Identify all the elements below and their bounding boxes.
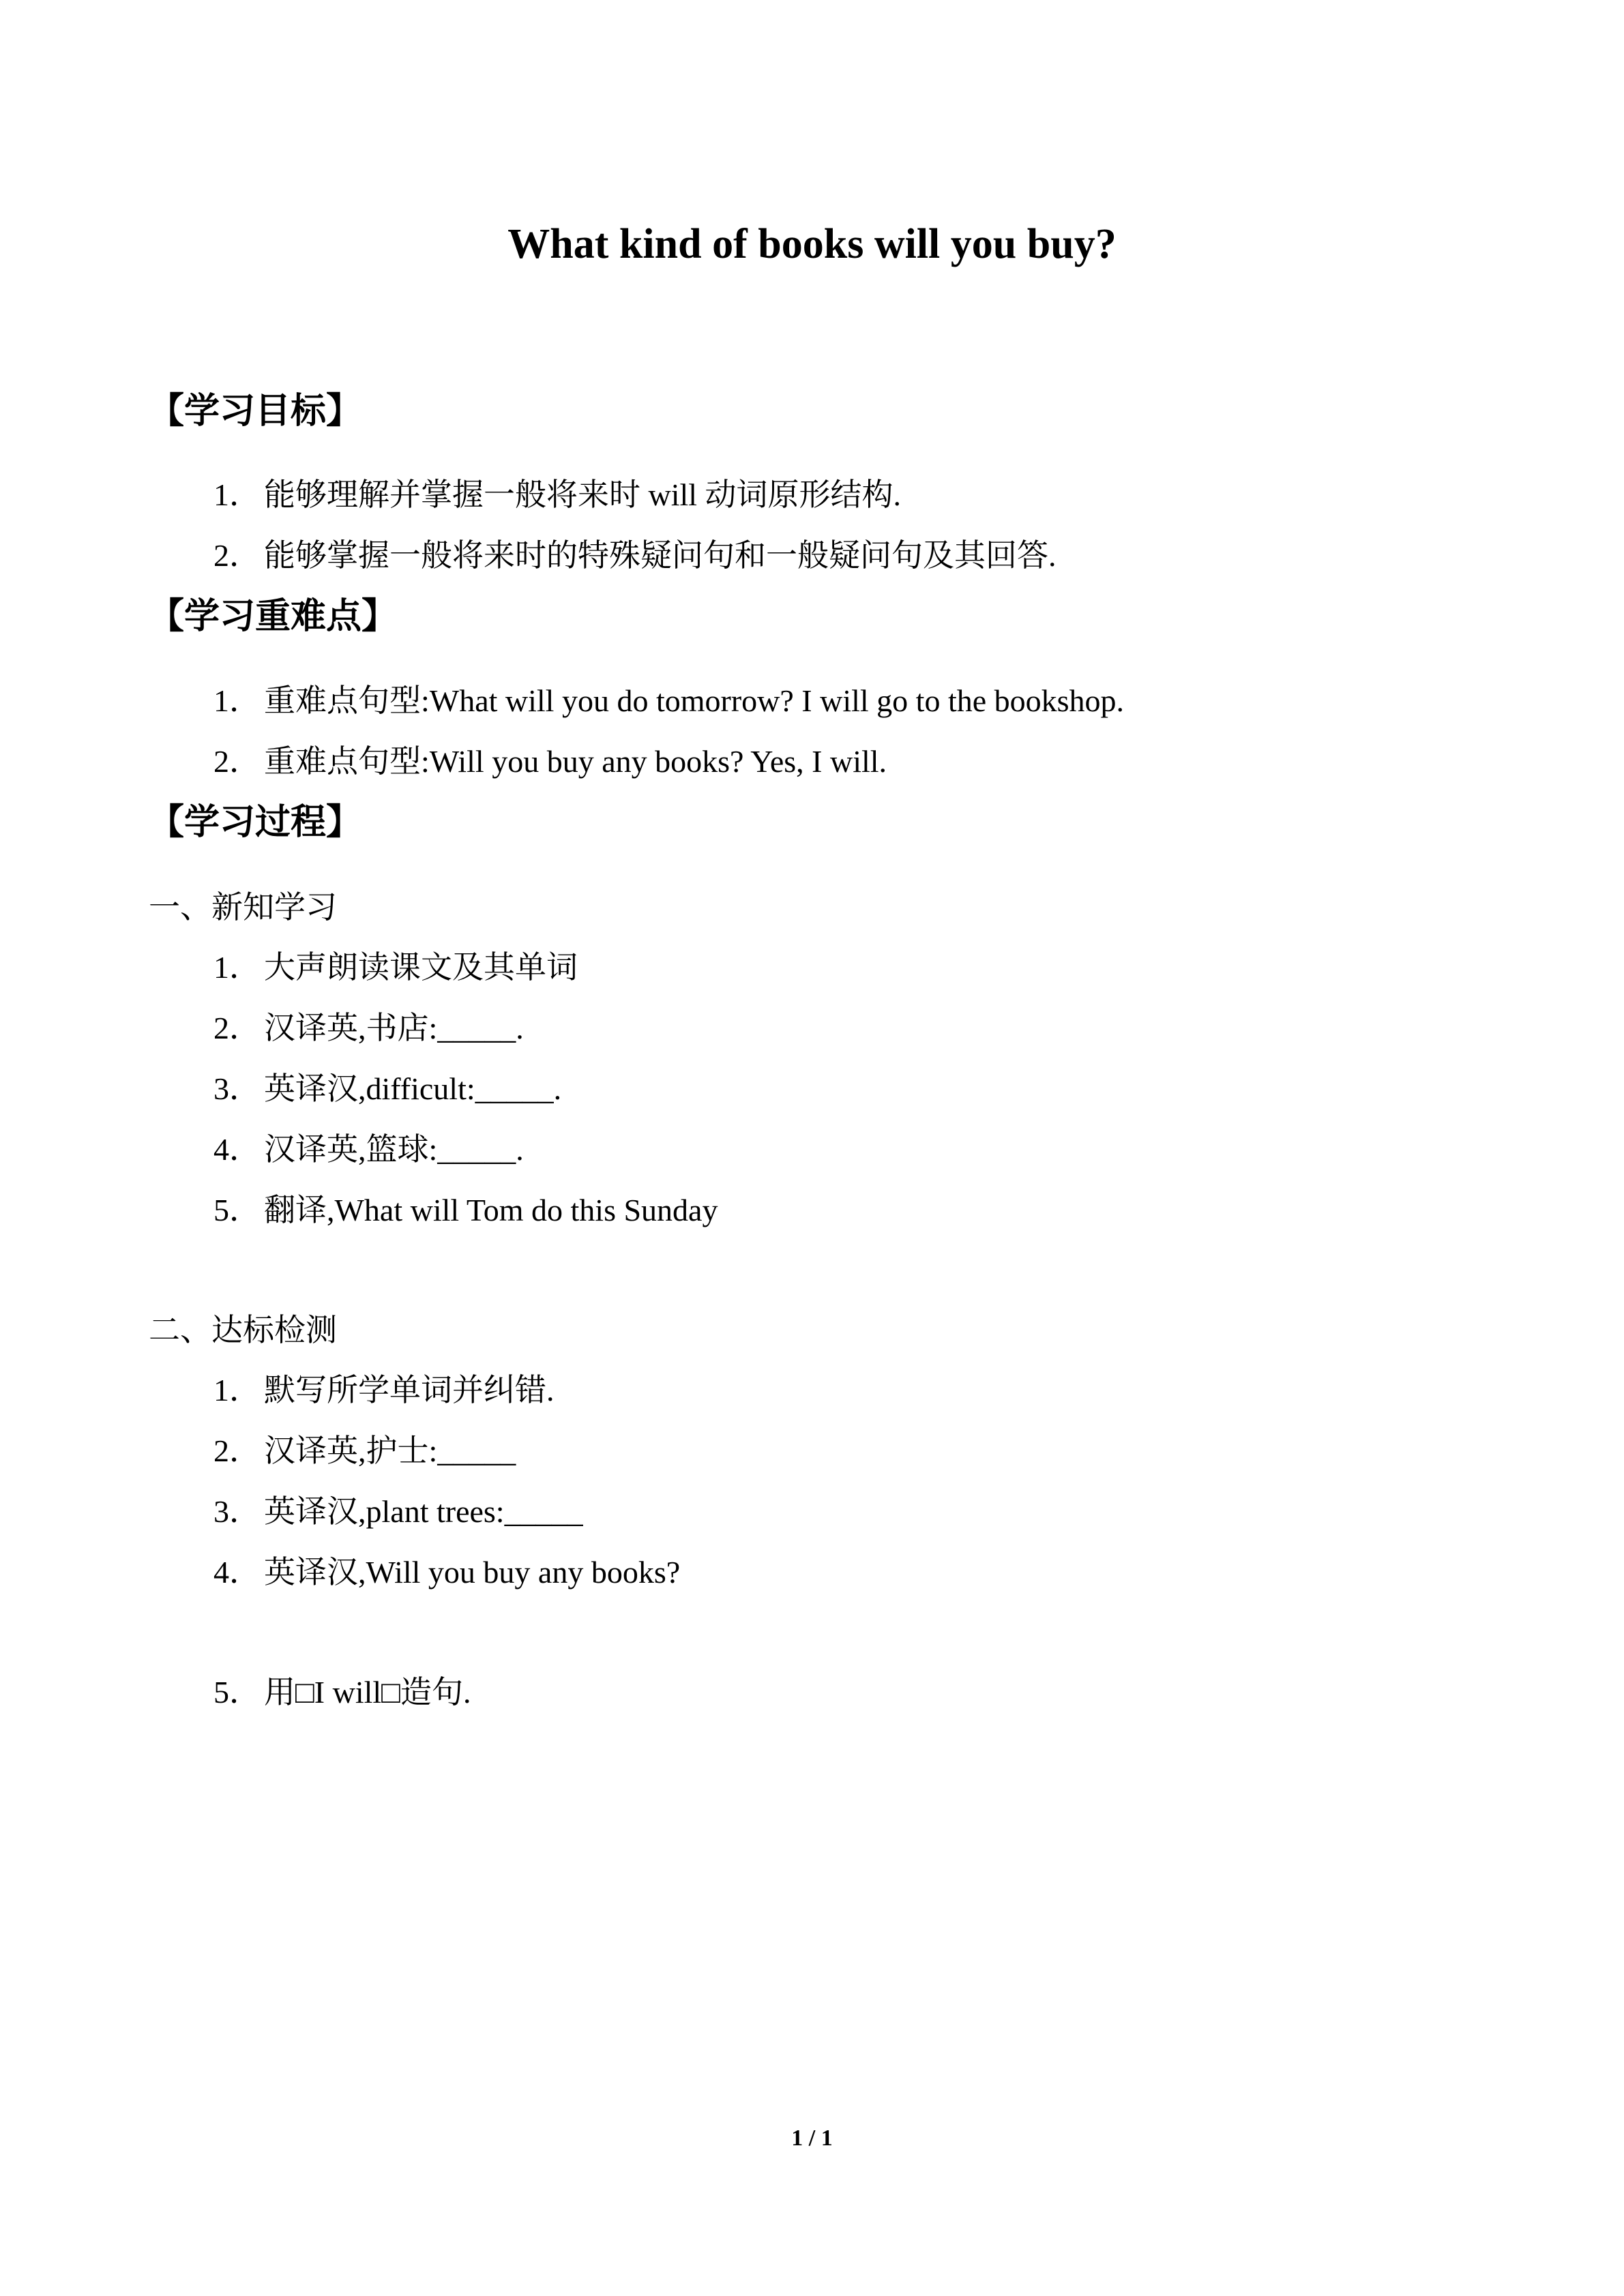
item-text: 大声朗读课文及其单词 [264,950,578,985]
item-number: 3． [213,1494,261,1529]
item-text: 翻译,What will Tom do this Sunday [264,1193,718,1227]
exercise-item [213,1369,555,1412]
item-text: 英译汉,difficult:_____. [264,1071,562,1106]
item-text: 重难点句型:Will you buy any books? Yes, I will. [264,744,887,779]
goal-item [213,534,1057,578]
item-text: 重难点句型:What will you do tomorrow? I will go to the bookshop. [264,683,1125,718]
exercise-item [213,1551,680,1594]
item-number: 1． [213,683,261,718]
section-new-learning: 一、新知学习 [149,889,337,925]
exercise-item [213,1067,561,1111]
item-text: 汉译英,篮球:_____. [264,1132,524,1167]
item-number: 1． [213,1373,261,1407]
page-title: What kind of books will you buy? [507,221,1117,267]
goal-item [213,473,901,517]
section-assessment: 二、达标检测 [149,1311,337,1348]
item-number: 4． [213,1555,261,1590]
exercise-item [213,1429,516,1473]
item-number: 2． [213,1433,261,1468]
item-number: 2． [213,538,261,573]
heading-learning-goals: 【学习目标】 [149,391,362,432]
exercise-item [213,1128,524,1172]
exercise-item [213,1490,583,1534]
item-number: 3． [213,1071,261,1106]
item-text: 汉译英,书店:_____. [264,1011,524,1045]
key-point-item [213,679,1124,723]
key-point-item [213,740,887,784]
exercise-item [213,1007,524,1050]
exercise-item [213,1189,718,1232]
item-number: 2． [213,744,261,779]
item-text: 用□I will□造句. [264,1675,471,1710]
item-text: 汉译英,护士:_____ [264,1433,516,1468]
item-number: 5． [213,1193,261,1227]
item-text: 能够掌握一般将来时的特殊疑问句和一般疑问句及其回答. [264,538,1057,573]
item-number: 1． [213,950,261,985]
item-number: 5． [213,1675,261,1710]
item-text: 能够理解并掌握一般将来时 will 动词原形结构. [264,477,902,512]
heading-learning-process: 【学习过程】 [149,802,362,843]
page-number: 1 / 1 [791,2126,833,2151]
item-number: 2． [213,1011,261,1045]
exercise-item [213,946,578,989]
item-text: 默写所学单词并纠错. [264,1373,555,1407]
exercise-item [213,1671,471,1714]
item-number: 1． [213,477,261,512]
item-number: 4． [213,1132,261,1167]
item-text: 英译汉,plant trees:_____ [264,1494,583,1529]
item-text: 英译汉,Will you buy any books? [264,1555,681,1590]
heading-key-points: 【学习重难点】 [149,596,398,637]
